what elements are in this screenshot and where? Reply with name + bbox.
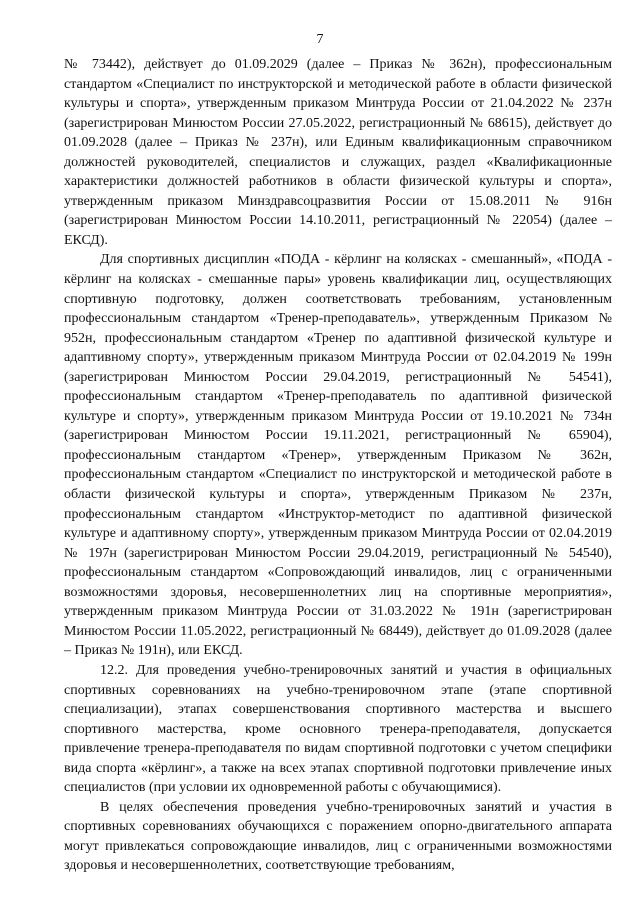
paragraph-accompanying-persons: В целях обеспечения проведения учебно-тренировочных занятий и участия в спортивных соревнованиях обучающихся с поражением опорно-двигательного аппарата могут привлекаться сопровождающие инвалидов, лиц с ограниченными возможностями здоровья и несовершеннолетних, соответствующие требованиям, bbox=[64, 799, 612, 874]
paragraph-wheelchair-curling-requirements: Для спортивных дисциплин «ПОДА - кёрлинг на колясках - смешанный», «ПОДА - кёрлинг на колясках - смешанные пары» уровень квалификации лиц, осуществляющих спортивную подготовку, должен соответствовать требованиям, установленным профессиональным стандартом «Тренер-преподаватель», утвержденным Приказом № 952н, профессиональным стандартом «Тренер по адаптивной физической культуре и адаптивному спорту», утвержденным приказом Минтруда России от 02.04.2019 № 199н (зарегистрирован Минюстом России 29.04.2019, регистрационный № 54541), профессиональным стандартом «Тренер-преподаватель по адаптивной физической культуре и спорту», утвержденным приказом Минтруда России от 19.10.2021 № 734н (зарегистрирован Минюстом России 19.11.2021, регистрационный № 65904), профессиональным стандартом «Тренер», утвержденным Приказом № 362н, профессиональным стандартом «Специалист по инструкторской и методической работе в области физической культуры и спорта», утвержденным Приказом № 237н, профессиональным стандартом «Инструктор-методист по адаптивной физической культуре и адаптивному спорту», утвержденным приказом Минтруда России от 02.04.2019 № 197н (зарегистрирован Минюстом России 29.04.2019, регистрационный № 54540), профессиональным стандартом «Сопровождающий инвалидов, лиц с ограниченными возможностями здоровья, несовершеннолетних лиц на спортивные мероприятия», утвержденным приказом Минтруда России от 31.03.2022 № 191н (зарегистрирован Минюстом России 11.05.2022, регистрационный № 68449), действует до 01.09.2028 (далее – Приказ № 191н), или ЕКСД. bbox=[64, 252, 612, 659]
paragraph-section-12-2: 12.2. Для проведения учебно-тренировочных занятий и участия в официальных спортивных соревнованиях на учебно-тренировочном этапе (этапе спортивной специализации), этапах совершенствования спортивного мастерства и высшего спортивного мастерства, кроме основного тренера-преподавателя, допускается привлечение тренера-преподавателя по видам спортивной подготовки с учетом специфики вида спорта «кёрлинг», а также на всех этапах спортивной подготовки привлечение иных специалистов (при условии их одновременной работы с обучающимися). bbox=[64, 662, 612, 796]
document-body bbox=[64, 55, 612, 876]
page-number: 7 bbox=[316, 32, 324, 47]
paragraph-qualification-continuation: № 73442), действует до 01.09.2029 (далее – Приказ № 362н), профессиональным стандартом «Специалист по инструкторской и методической работе в области физической культуры и спорта», утвержденным приказом Минтруда России от 21.04.2022 № 237н (зарегистрирован Минюстом России 27.05.2022, регистрационный № 68615), действует до 01.09.2028 (далее – Приказ № 237н), или Единым квалификационным справочником должностей руководителей, специалистов и служащих, раздел «Квалификационные характеристики должностей работников в области физической культуры и спорта», утвержденным приказом Минздравсоцразвития России от 15.08.2011 № 916н (зарегистрирован Минюстом России 14.10.2011, регистрационный № 22054) (далее – ЕКСД). bbox=[64, 57, 612, 248]
